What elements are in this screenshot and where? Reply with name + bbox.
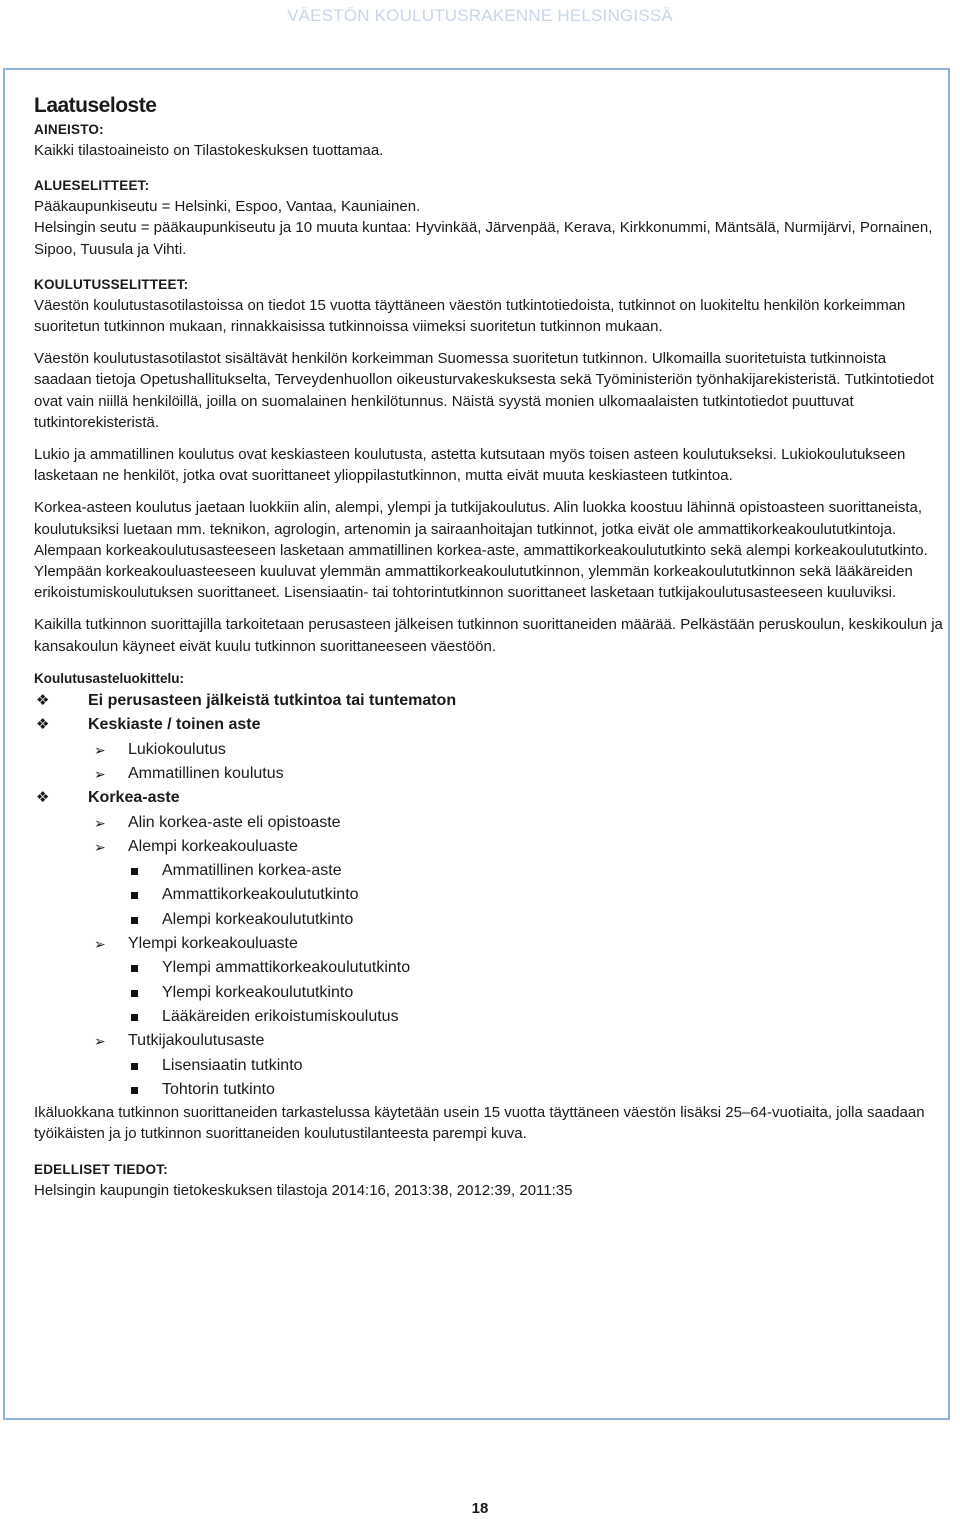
edelliset-text: Helsingin kaupungin tietokeskuksen tilastoja 2014:16, 2013:38, 2012:39, 2011:35 [34, 1181, 573, 1199]
classification-heading: Koulutusasteluokittelu: [34, 670, 185, 686]
list-item: Ylempi ammattikorkeakoulututkinto [34, 956, 946, 980]
diamond-bullet-icon: ❖ [36, 716, 50, 734]
koulutusselitteet-paragraph-1: Väestön koulutustasotilastoissa on tiedot 15 vuotta täyttäneen väestön tutkintotiedoista, tutkinnot on luokiteltu henkilön korkeimman suoritetun tutkinnon mukaan, rinnakkaisissa tutkinnoissa viimeksi suoritetun tutkinnon mukaan. [34, 296, 906, 336]
age-note: Ikäluokkana tutkinnon suorittaneiden tarkastelussa käytetään usein 15 vuotta täyttäneen väestön lisäksi 25–64-vuotiaita, jolla saadaan työikäisten ja jo tutkinnon suorittaneiden koulutustilanteesta parempi kuva. [34, 1104, 925, 1143]
square-bullet-icon [131, 990, 138, 997]
edelliset-heading: EDELLISET TIEDOT: [34, 1161, 168, 1177]
document-body [34, 92, 946, 1201]
koulutusselitteet-paragraph-5: Kaikilla tutkinnon suorittajilla tarkoitetaan perusasteen jälkeisen tutkinnon suorittaneiden määrää. Pelkästään peruskoulun, keskikoulun ja kansakoulun käyneet eivät kuulu tutkinnon suorittaneeseen väestöön. [34, 616, 943, 655]
square-bullet-icon [131, 917, 138, 924]
alueselitteet-line-2: Helsingin seutu = pääkaupunkiseutu ja 10 muuta kuntaa: Hyvinkää, Järvenpää, Kerava, Kirkkonummi, Mäntsälä, Nurmijärvi, Pornainen, Sipoo, Tuusula ja Vihti. [34, 219, 933, 258]
list-item: ❖ Korkea-aste [34, 786, 946, 810]
arrowhead-bullet-icon: ➢ [94, 838, 106, 855]
arrowhead-bullet-icon: ➢ [94, 765, 106, 782]
document-title: Laatuseloste [34, 94, 157, 117]
koulutusselitteet-paragraph-2: Väestön koulutustasotilastot sisältävät henkilön korkeimman Suomessa suoritetun tutkinnon. Ulkomailla suoritetuista tutkinnoista saadaan tietoja Opetushallitukselta, Terveydenhuollon oikeusturvakeskuksesta sekä Työministeriön työnhakijarekisteristä. Tutkintotiedot ovat vain niillä henkilöillä, joilla on suomalainen henkilötunnus. Näistä syystä monien ulkomaalaisten tutkintotiedot puuttuvat tutkintorekisteristä. [34, 350, 934, 431]
list-item: Lisensiaatin tutkinto [34, 1054, 946, 1078]
list-item: Lääkäreiden erikoistumiskoulutus [34, 1005, 946, 1029]
list-item: ➢ Tutkijakoulutusaste [34, 1029, 946, 1053]
list-item: ➢ Alempi korkeakouluaste [34, 835, 946, 859]
classification-list [34, 689, 946, 1102]
koulutusselitteet-paragraph-4: Korkea-asteen koulutus jaetaan luokkiin alin, alempi, ylempi ja tutkijakoulutus. Alin luokka koostuu lähinnä opistoasteen suorittaneista, koulutuksiksi luetaan mm. teknikon, agrologin, artenomin ja sairaanhoitajan tutkinnot, jotka eivät ole ammattikorkeakoulututkintoja. Alempaan korkeakoulutusasteeseen lasketaan ammatillinen korkea-aste, ammattikorkeakoulututkinto sekä alempi korkeakoulututkinto. Ylempään korkeakouluasteeseen kuuluvat ylemmän ammattikorkeakoulututkinnon, ylemmän korkeakoulututkinnon sekä lääkäreiden erikoistumiskoulutuksen suorittaneet. Lisensiaatin- tai tohtorintutkinnon suorittaneet lasketaan tutkijakoulutusasteeseen kuuluviksi. [34, 499, 928, 602]
list-item: ➢ Alin korkea-aste eli opistoaste [34, 811, 946, 835]
diamond-bullet-icon: ❖ [36, 789, 50, 807]
list-item: Tohtorin tutkinto [34, 1078, 946, 1102]
square-bullet-icon [131, 868, 138, 875]
aineisto-text: Kaikki tilastoaineisto on Tilastokeskuksen tuottamaa. [34, 142, 384, 159]
arrowhead-bullet-icon: ➢ [94, 1033, 106, 1050]
list-item: ➢ Ylempi korkeakouluaste [34, 932, 946, 956]
list-item: ➢ Ammatillinen koulutus [34, 762, 946, 786]
diamond-bullet-icon: ❖ [36, 692, 50, 710]
square-bullet-icon [131, 1063, 138, 1070]
arrowhead-bullet-icon: ➢ [94, 814, 106, 831]
list-item: ❖ Keskiaste / toinen aste [34, 713, 946, 737]
list-item: ❖ Ei perusasteen jälkeistä tutkintoa tai tuntematon [34, 689, 946, 713]
arrowhead-bullet-icon: ➢ [94, 741, 106, 758]
square-bullet-icon [131, 965, 138, 972]
square-bullet-icon [131, 1014, 138, 1021]
running-header: VÄESTÖN KOULUTUSRAKENNE HELSINGISSÄ [287, 6, 673, 25]
list-item: Ammattikorkeakoulututkinto [34, 883, 946, 907]
list-item: ➢ Lukiokoulutus [34, 738, 946, 762]
koulutusselitteet-paragraph-3: Lukio ja ammatillinen koulutus ovat keskiasteen koulutusta, astetta kutsutaan myös toisen asteen koulutukseksi. Lukiokoulutukseen lasketaan ne henkilöt, jotka ovat suorittaneet ylioppilastutkinnon, mutta eivät muuta keskiasteen tutkintoa. [34, 446, 906, 485]
square-bullet-icon [131, 1087, 138, 1094]
koulutusselitteet-heading: KOULUTUSSELITTEET: [34, 276, 189, 292]
alueselitteet-heading: ALUESELITTEET: [34, 178, 150, 194]
page-number: 18 [471, 1500, 489, 1517]
list-item: Ammatillinen korkea-aste [34, 859, 946, 883]
list-item: Ylempi korkeakoulututkinto [34, 981, 946, 1005]
aineisto-heading: AINEISTO: [34, 122, 104, 137]
arrowhead-bullet-icon: ➢ [94, 936, 106, 953]
list-item: Alempi korkeakoulututkinto [34, 908, 946, 932]
square-bullet-icon [131, 892, 138, 899]
alueselitteet-line-1: Pääkaupunkiseutu = Helsinki, Espoo, Vantaa, Kauniainen. [34, 198, 421, 216]
